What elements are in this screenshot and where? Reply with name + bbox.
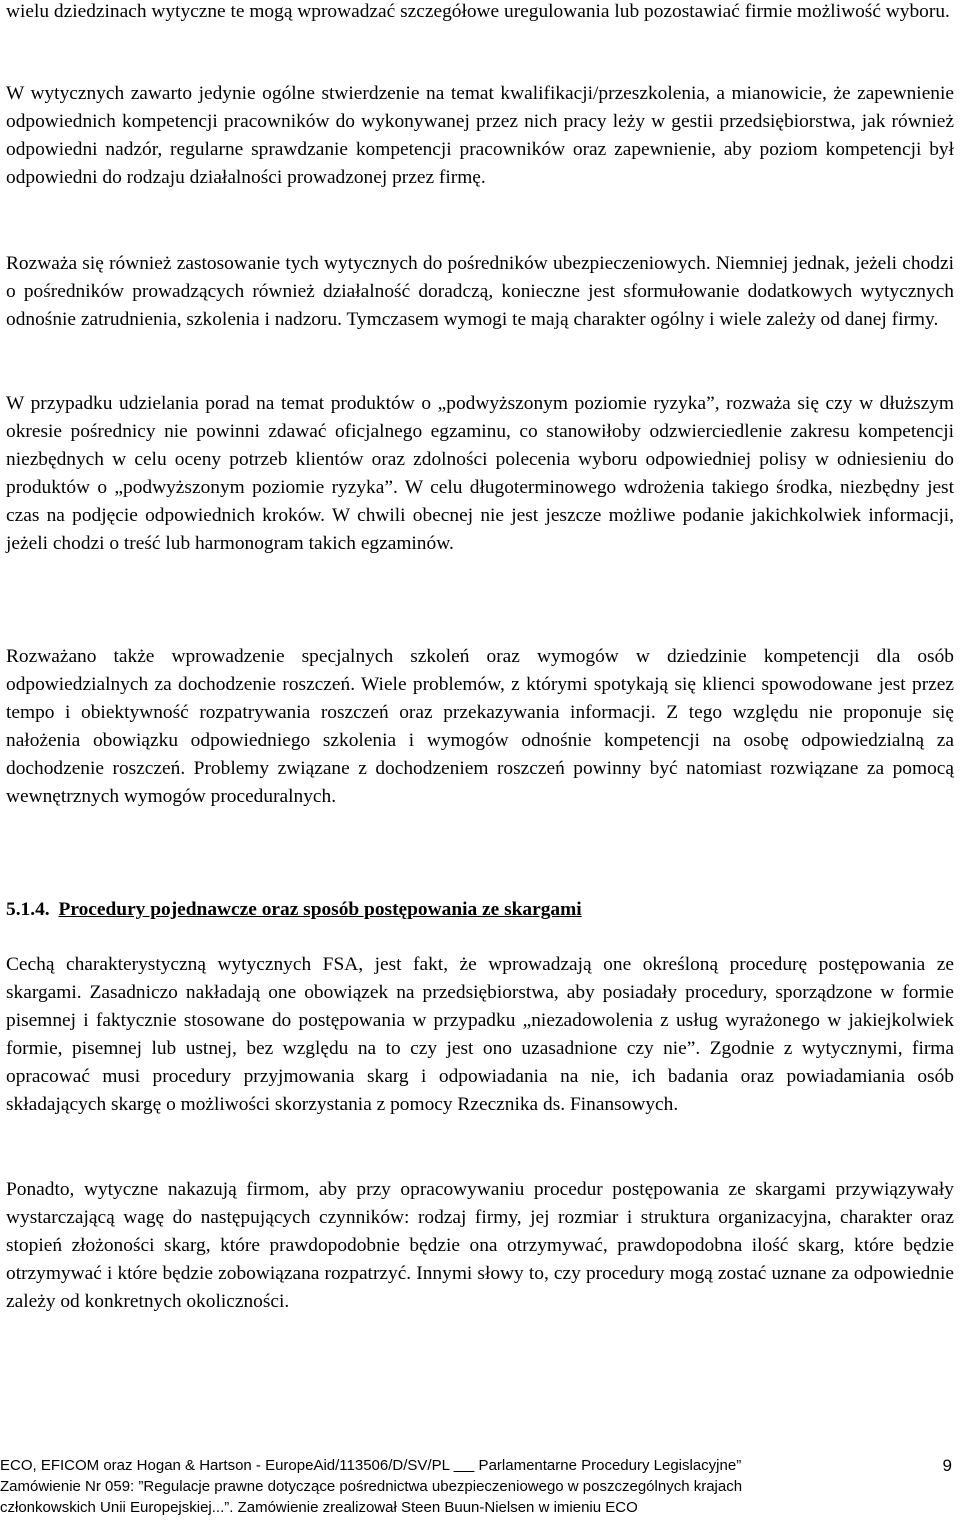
paragraph-6: Cechą charakterystyczną wytycznych FSA, jest fakt, że wprowadzają one określoną procedurę postępowania ze skargami. Zasadniczo nakładają one obowiązek na przedsiębiorstwa, aby posiadały procedury, sporządzone w formie pisemnej i faktycznie stosowane do postępowania w przypadku „niezadowolenia z usług wyrażonego w jakiejkolwiek formie, pisemnej lub ustnej, bez względu na to czy jest ono uzasadnione czy nie”. Zgodnie z wytycznymi, firma opracować musi procedury przyjmowania skarg i odpowiadania na nie, ich badania oraz powiadamiania osób składających skargę o możliwości skorzystania z pomocy Rzecznika ds. Finansowych. — [6, 954, 954, 1115]
paragraph-7: Ponadto, wytyczne nakazują firmom, aby przy opracowywaniu procedur postępowania ze skargami przywiązywały wystarczającą wagę do następujących czynników: rodzaj firmy, jej rozmiar i struktura organizacyjna, charakter oraz stopień złożoności skarg, które prawdopodobnie będzie ona otrzymywać, prawdopodobna ilość skarg, które będzie otrzymywać i które będzie zobowiązana rozpatrzyć. Innymi słowy to, czy procedury mogą zostać uznane za odpowiednie zależy od konkretnych okoliczności. — [6, 1179, 954, 1312]
paragraph-1: wielu dziedzinach wytyczne te mogą wprowadzać szczegółowe uregulowania lub pozostawiać firmie możliwość wyboru. — [6, 1, 950, 22]
paragraph-5: Rozważano także wprowadzenie specjalnych szkoleń oraz wymogów w dziedzinie kompetencji dla osób odpowiedzialnych za dochodzenie roszczeń. Wiele problemów, z którymi spotykają się klienci spowodowane jest przez tempo i obiektywność rozpatrywania roszczeń oraz przekazywania informacji. Z tego względu nie proponuje się nałożenia obowiązku odpowiedniego szkolenia i wymogów odnośnie kompetencji na osobę odpowiedzialną za dochodzenie roszczeń. Problemy związane z dochodzeniem roszczeń powinny być natomiast rozwiązane za pomocą wewnętrznych wymogów proceduralnych. — [6, 646, 954, 807]
footer-line-3: członkowskich Unii Europejskiej...”. Zamówienie zrealizował Steen Buun-Nielsen w imieniu ECO — [0, 1499, 638, 1516]
footer-underline-dash — [454, 1457, 475, 1474]
section-title: Procedury pojednawcze oraz sposób postępowania ze skargami — [58, 899, 582, 920]
page-footer — [0, 1455, 954, 1518]
page-number: 9 — [942, 1456, 952, 1475]
section-number: 5.1.4. — [6, 899, 50, 920]
footer-project-ref: ECO, EFICOM oraz Hogan & Hartson - EuropeAid/113506/D/SV/PL — [0, 1457, 454, 1474]
footer-line-1 — [0, 1455, 954, 1476]
paragraph-4: W przypadku udzielania porad na temat produktów o „podwyższonym poziomie ryzyka”, rozważa się czy w dłuższym okresie pośrednicy nie powinni zdawać oficjalnego egzaminu, co stanowiłoby odzwierciedlenie zakresu kompetencji niezbędnych w celu oceny potrzeb klientów oraz zdolności polecenia wyboru odpowiedniej polisy w odniesieniu do produktów o „podwyższonym poziomie ryzyka”. W celu długoterminowego wdrożenia takiego środka, niezbędny jest czas na podjęcie odpowiednich kroków. W chwili obecnej nie jest jeszcze możliwe podanie jakichkolwiek informacji, jeżeli chodzi o treść lub harmonogram takich egzaminów. — [6, 393, 954, 554]
paragraph-3: Rozważa się również zastosowanie tych wytycznych do pośredników ubezpieczeniowych. Niemniej jednak, jeżeli chodzi o pośredników prowadzących również działalność doradczą, konieczne jest sformułowanie dodatkowych wytycznych odnośnie zatrudnienia, szkolenia i nadzoru. Tymczasem wymogi te mają charakter ogólny i wiele zależy od danej firmy. — [6, 253, 954, 330]
paragraph-2: W wytycznych zawarto jedynie ogólne stwierdzenie na temat kwalifikacji/przeszkolenia, a mianowicie, że zapewnienie odpowiednich kompetencji pracowników do wykonywanej przez nich pracy leży w gestii przedsiębiorstwa, jak również odpowiedni nadzór, regularne sprawdzanie kompetencji pracowników oraz zapewnienie, aby poziom kompetencji był odpowiedni do rodzaju działalności prowadzonej przez firmę. — [6, 83, 954, 188]
footer-line-2: Zamówienie Nr 059: ”Regulacje prawne dotyczące pośrednictwa ubezpieczeniowego w poszczególnych krajach — [0, 1478, 743, 1495]
footer-project-title: Parlamentarne Procedury Legislacyjne” — [474, 1457, 742, 1474]
section-heading — [6, 896, 954, 924]
